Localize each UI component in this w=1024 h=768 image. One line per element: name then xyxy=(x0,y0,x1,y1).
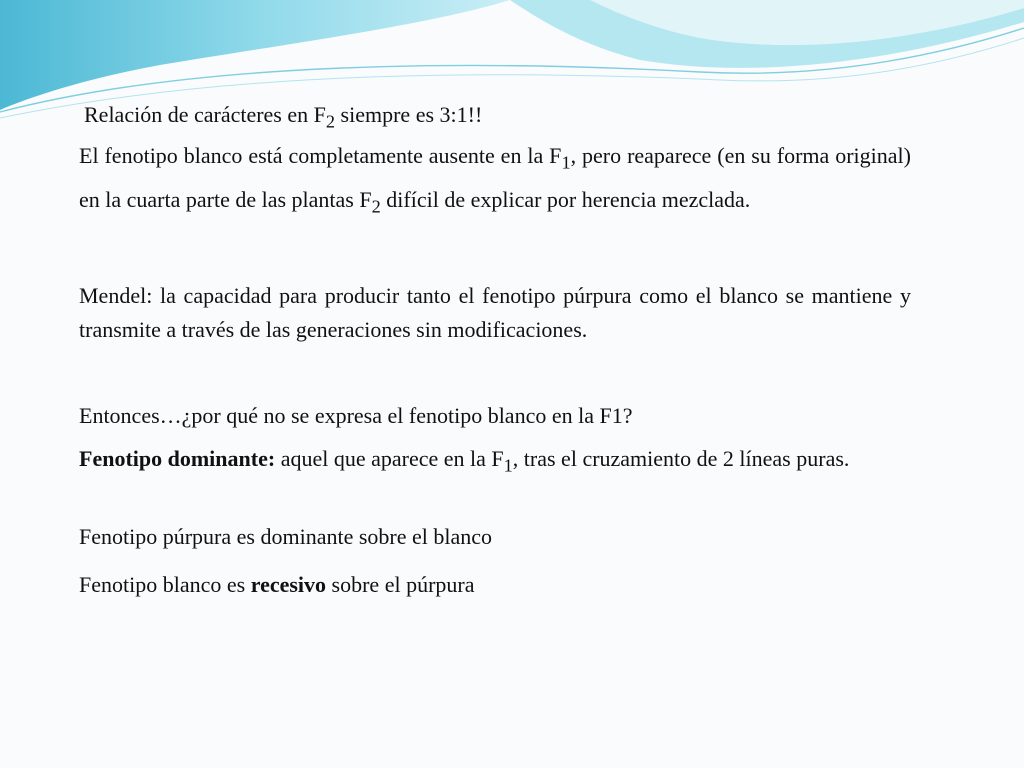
title-text: Relación de carácteres en F xyxy=(84,102,326,127)
p1-sub1: 1 xyxy=(561,152,571,173)
paragraph-purpura-dominante xyxy=(79,518,911,555)
p6-text-b: sobre el púrpura xyxy=(326,572,475,597)
paragraph-fenotipo-dominante xyxy=(79,444,901,480)
p1-text-c: difícil de explicar por herencia mezclada. xyxy=(380,187,751,213)
slide-title-line xyxy=(84,96,684,140)
p4-bold: Fenotipo dominante: xyxy=(79,446,276,471)
p4-sub: 1 xyxy=(503,455,513,476)
paragraph-blanco-recesivo xyxy=(79,566,911,603)
p2-text: Mendel: la capacidad para producir tanto el fenotipo púrpura como el blanco se mantiene y transmite a través de las generaciones sin modificaciones. xyxy=(79,283,911,342)
p6-text-a: Fenotipo blanco es xyxy=(79,572,251,597)
paragraph-fenotipo-blanco xyxy=(79,137,911,226)
p4-text-b: , tras el cruzamiento de 2 líneas puras. xyxy=(512,446,850,471)
p6-bold: recesivo xyxy=(250,572,327,597)
p1-sub2: 2 xyxy=(371,196,381,217)
p3-text: Entonces…¿por qué no se expresa el fenotipo blanco en la F1? xyxy=(79,403,633,428)
paragraph-mendel xyxy=(79,279,911,347)
p5-text: Fenotipo púrpura es dominante sobre el blanco xyxy=(79,524,493,549)
p1-text-a: El fenotipo blanco está completamente ausente en la F xyxy=(79,143,562,168)
title-text-end: siempre es 3:1!! xyxy=(335,102,483,127)
title-subscript: 2 xyxy=(325,111,336,132)
p4-text-a: aquel que aparece en la F xyxy=(275,446,504,471)
p1-text-b: , pero reaparece (en su forma original) en la cuarta parte de las plantas F xyxy=(79,143,911,213)
paragraph-entonces xyxy=(79,397,911,434)
